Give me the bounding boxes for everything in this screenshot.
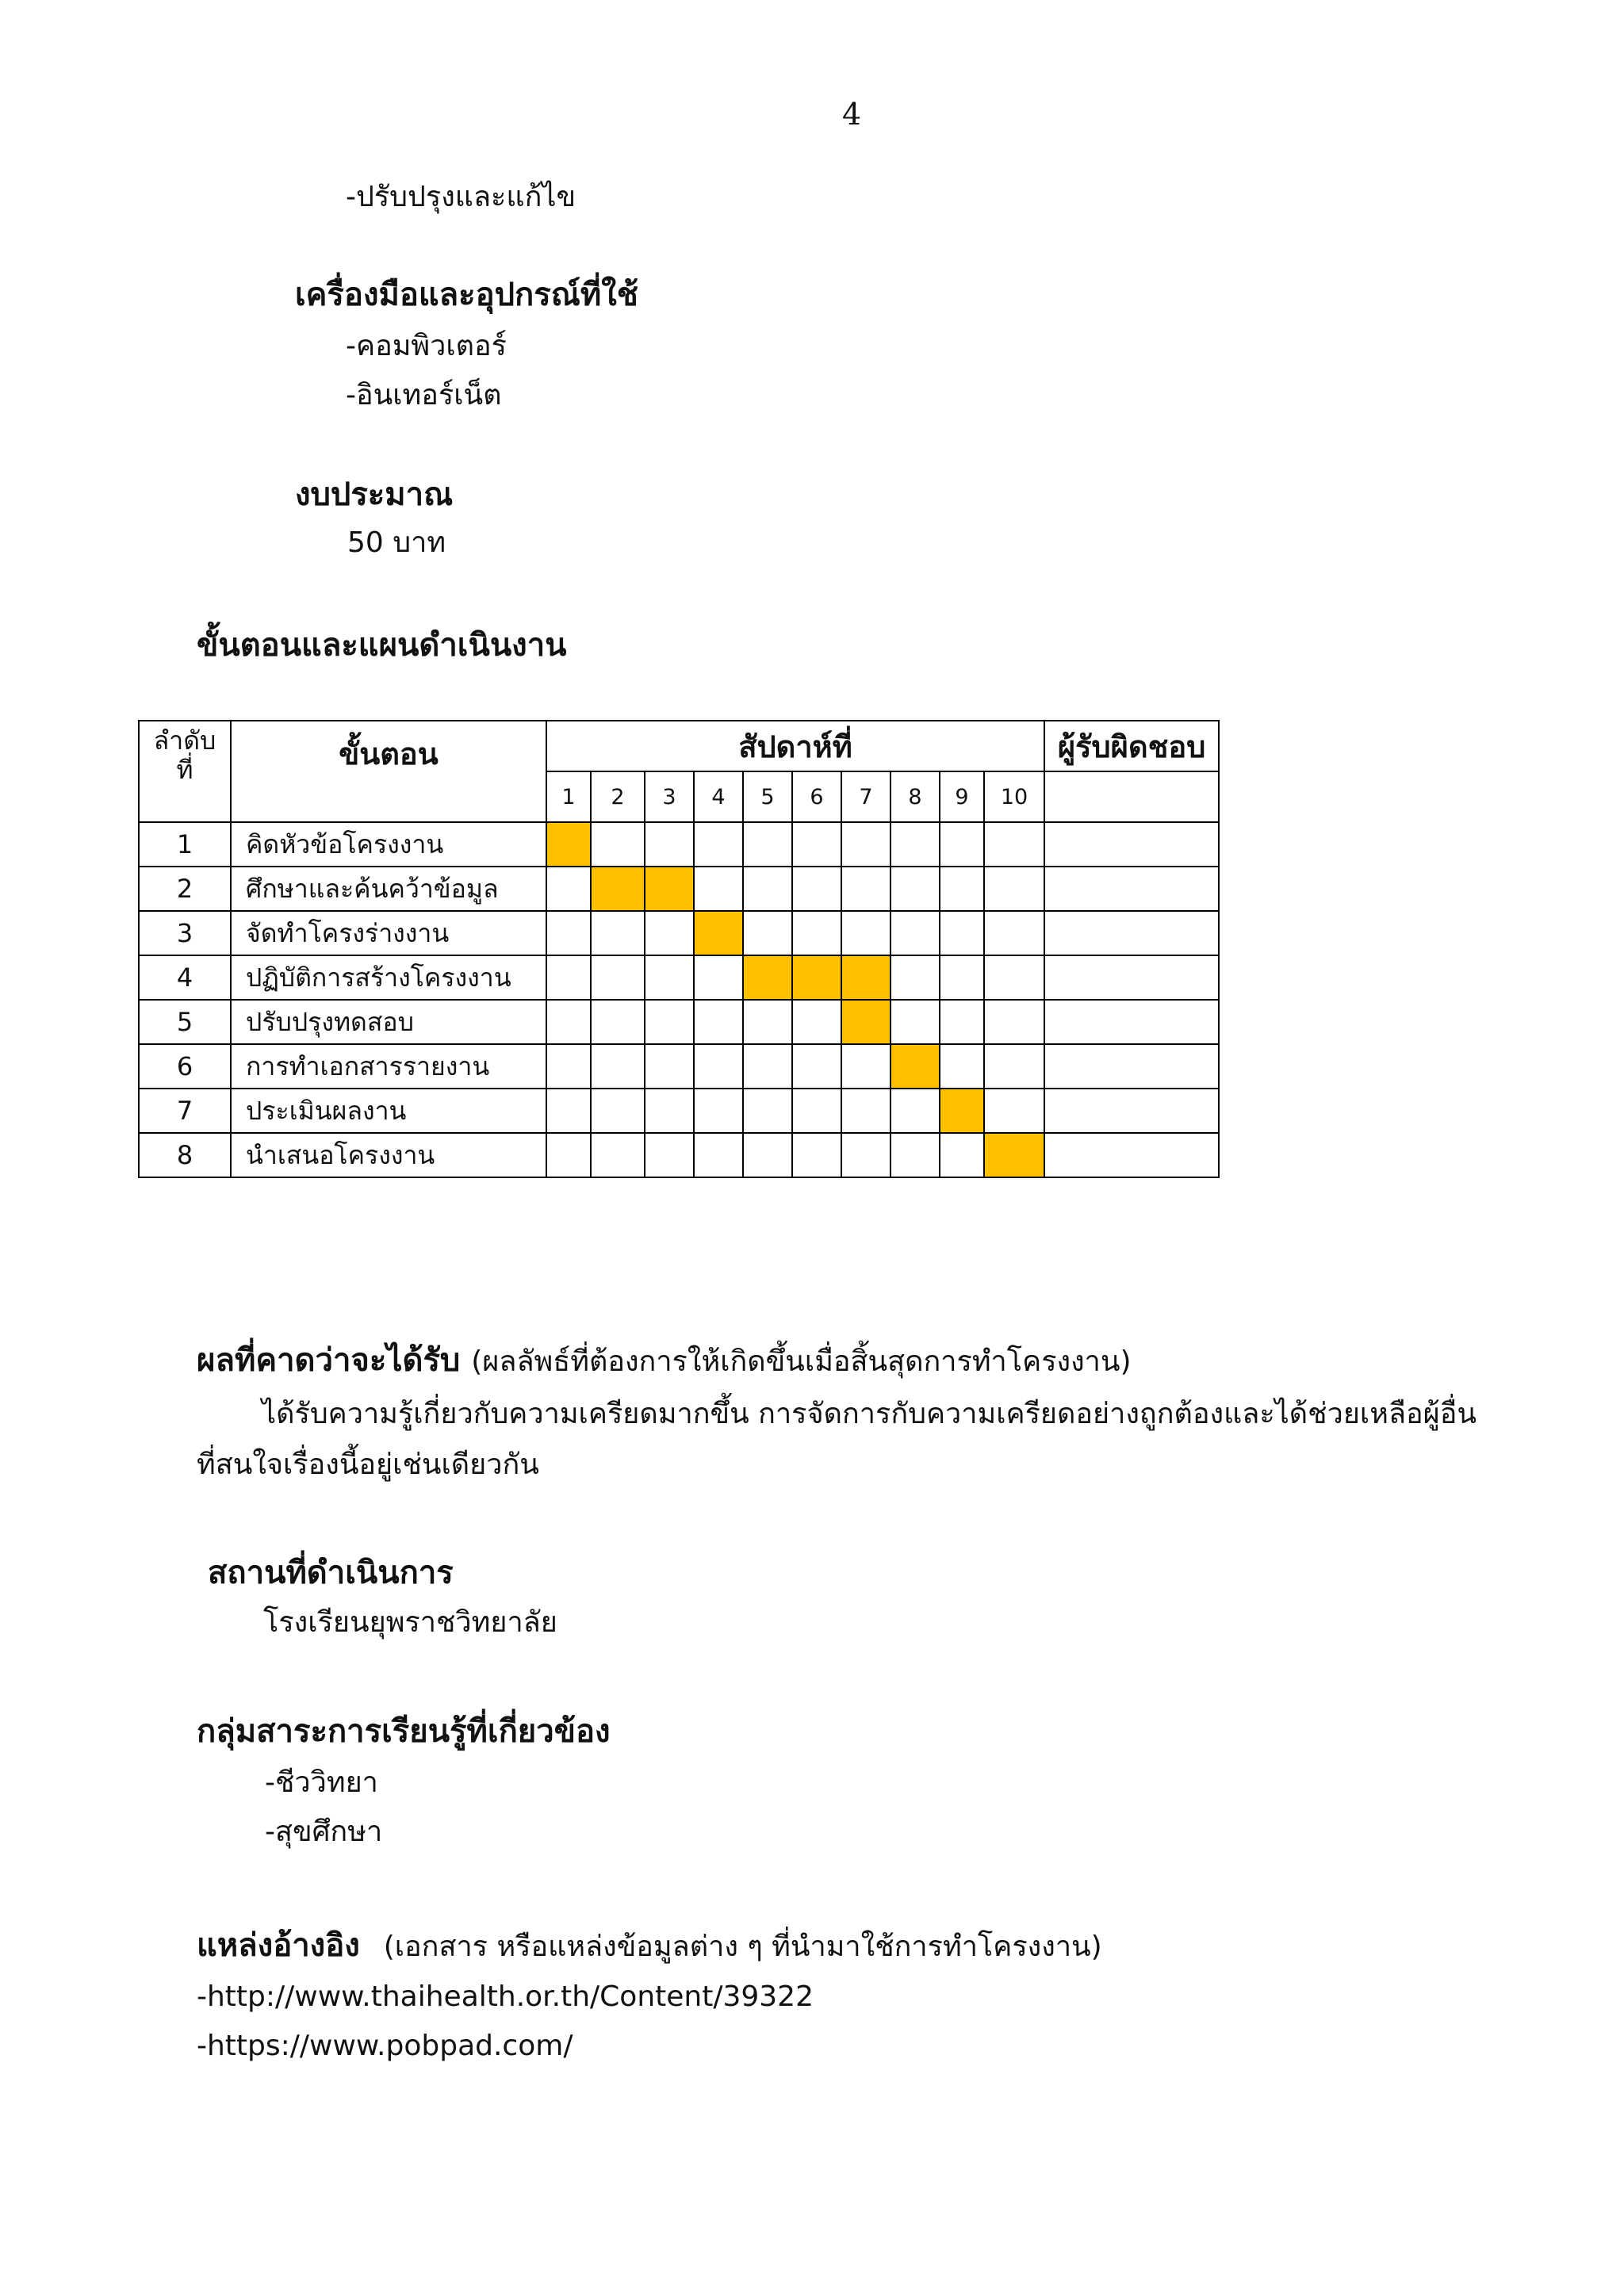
row-number: 8	[139, 1133, 231, 1177]
reference-link-1[interactable]: -http://www.thaihealth.or.th/Content/39322	[197, 1980, 814, 2013]
row-step: คิดหัวข้อโครงงาน	[231, 822, 546, 867]
schedule-cell-active	[792, 955, 841, 1000]
schedule-cell	[694, 955, 743, 1000]
schedule-cell-active	[841, 1000, 891, 1044]
schedule-cell	[792, 1089, 841, 1133]
schedule-cell	[841, 1133, 891, 1177]
tools-item-1: -คอมพิวเตอร์	[346, 330, 508, 362]
schedule-cell	[743, 1000, 792, 1044]
schedule-cell	[591, 1044, 645, 1089]
schedule-cell	[645, 822, 694, 867]
row-step: จัดทำโครงร่างงาน	[231, 911, 546, 955]
row-step: ปรับปรุงทดสอบ	[231, 1000, 546, 1044]
subjects-item-2: -สุขศึกษา	[265, 1816, 383, 1848]
schedule-cell	[694, 867, 743, 911]
schedule-cell	[891, 1000, 940, 1044]
tools-heading: เครื่องมือและอุปกรณ์ที่ใช้	[295, 277, 638, 313]
schedule-cell	[694, 1044, 743, 1089]
schedule-cell	[694, 1133, 743, 1177]
schedule-cell	[591, 911, 645, 955]
row-owner	[1044, 911, 1219, 955]
subjects-heading: กลุ่มสาระการเรียนรู้ที่เกี่ยวข้อง	[197, 1713, 611, 1750]
schedule-cell	[694, 1000, 743, 1044]
reference-link-2[interactable]: -https://www.pobpad.com/	[197, 2030, 573, 2062]
schedule-cell	[891, 955, 940, 1000]
week-number: 10	[984, 771, 1044, 822]
col-week-header: สัปดาห์ที่	[546, 721, 1044, 771]
schedule-cell	[546, 911, 591, 955]
schedule-cell-active	[546, 822, 591, 867]
plan-heading: ขั้นตอนและแผนดำเนินงาน	[197, 627, 567, 664]
row-owner	[1044, 1000, 1219, 1044]
row-step: การทำเอกสารรายงาน	[231, 1044, 546, 1089]
schedule-cell	[591, 955, 645, 1000]
schedule-cell	[891, 1133, 940, 1177]
schedule-cell	[940, 1044, 984, 1089]
schedule-cell	[645, 911, 694, 955]
tools-item-2: -อินเทอร์เน็ต	[346, 379, 502, 411]
row-owner	[1044, 955, 1219, 1000]
schedule-cell	[984, 955, 1044, 1000]
col-step-header: ขั้นตอน	[231, 721, 546, 822]
row-number: 7	[139, 1089, 231, 1133]
week-number: 2	[591, 771, 645, 822]
row-number: 3	[139, 911, 231, 955]
plan-row	[139, 1000, 1219, 1044]
schedule-cell	[591, 1133, 645, 1177]
schedule-cell	[694, 822, 743, 867]
col-owner-header: ผู้รับผิดชอบ	[1044, 721, 1219, 771]
schedule-cell	[984, 1000, 1044, 1044]
schedule-cell	[940, 1000, 984, 1044]
row-number: 2	[139, 867, 231, 911]
schedule-cell	[792, 911, 841, 955]
schedule-cell	[743, 867, 792, 911]
week-number: 8	[891, 771, 940, 822]
schedule-cell	[984, 822, 1044, 867]
schedule-cell	[591, 822, 645, 867]
schedule-cell	[743, 1044, 792, 1089]
schedule-cell	[645, 1044, 694, 1089]
row-number: 5	[139, 1000, 231, 1044]
plan-row	[139, 822, 1219, 867]
references-heading	[197, 1925, 1102, 1966]
schedule-cell-active	[891, 1044, 940, 1089]
schedule-cell	[546, 1000, 591, 1044]
schedule-cell	[792, 867, 841, 911]
expected-heading-label: ผลที่คาดว่าจะได้รับ	[197, 1342, 461, 1379]
schedule-cell	[792, 1000, 841, 1044]
row-owner	[1044, 1133, 1219, 1177]
schedule-cell	[940, 1133, 984, 1177]
plan-row	[139, 1089, 1219, 1133]
schedule-cell	[645, 1000, 694, 1044]
schedule-cell	[841, 1089, 891, 1133]
plan-table	[138, 720, 1220, 1178]
schedule-cell	[984, 1089, 1044, 1133]
schedule-cell-active	[743, 955, 792, 1000]
budget-value: 50 บาท	[347, 526, 446, 559]
row-owner	[1044, 1044, 1219, 1089]
plan-row	[139, 911, 1219, 955]
owner-header-cell	[1044, 771, 1219, 822]
schedule-cell	[792, 822, 841, 867]
schedule-cell	[891, 911, 940, 955]
schedule-cell	[940, 867, 984, 911]
week-number: 1	[546, 771, 591, 822]
schedule-cell	[743, 1133, 792, 1177]
schedule-cell	[743, 1089, 792, 1133]
week-number: 6	[792, 771, 841, 822]
schedule-cell-active	[591, 867, 645, 911]
row-number: 6	[139, 1044, 231, 1089]
schedule-cell	[940, 911, 984, 955]
schedule-cell	[546, 955, 591, 1000]
schedule-cell	[984, 867, 1044, 911]
plan-row	[139, 1044, 1219, 1089]
schedule-cell	[645, 955, 694, 1000]
plan-row	[139, 1133, 1219, 1177]
schedule-cell	[694, 1089, 743, 1133]
schedule-cell	[546, 1089, 591, 1133]
week-number: 5	[743, 771, 792, 822]
row-step: ศึกษาและค้นคว้าข้อมูล	[231, 867, 546, 911]
schedule-cell	[841, 867, 891, 911]
week-number: 7	[841, 771, 891, 822]
schedule-cell	[645, 1089, 694, 1133]
location-value: โรงเรียนยุพราชวิทยาลัย	[263, 1606, 557, 1639]
budget-heading: งบประมาณ	[295, 476, 454, 513]
schedule-cell	[792, 1044, 841, 1089]
expected-heading	[197, 1340, 1132, 1381]
row-step: นำเสนอโครงงาน	[231, 1133, 546, 1177]
schedule-cell	[841, 1044, 891, 1089]
row-owner	[1044, 1089, 1219, 1133]
schedule-cell	[546, 1044, 591, 1089]
schedule-cell	[984, 1044, 1044, 1089]
row-number: 4	[139, 955, 231, 1000]
plan-row	[139, 955, 1219, 1000]
schedule-cell-active	[841, 955, 891, 1000]
plan-row	[139, 867, 1219, 911]
schedule-cell	[984, 911, 1044, 955]
schedule-cell	[546, 867, 591, 911]
schedule-cell	[891, 867, 940, 911]
schedule-cell	[546, 1133, 591, 1177]
schedule-cell	[591, 1089, 645, 1133]
week-number: 9	[940, 771, 984, 822]
expected-body: ได้รับความรู้เกี่ยวกับความเครียดมากขึ้น การจัดการกับความเครียดอย่างถูกต้องและได้ช่วยเหลือผู้อื่นที่สนใจเรื่องนี้อยู่เช่นเดียวกัน	[197, 1398, 1477, 1481]
row-owner	[1044, 822, 1219, 867]
row-step: ปฏิบัติการสร้างโครงงาน	[231, 955, 546, 1000]
schedule-cell	[841, 822, 891, 867]
schedule-cell-active	[645, 867, 694, 911]
references-heading-note: (เอกสาร หรือแหล่งข้อมูลต่าง ๆ ที่นำมาใช้การทำโครงงาน)	[383, 1931, 1102, 1963]
week-number: 3	[645, 771, 694, 822]
top-item: -ปรับปรุงและแก้ไข	[346, 181, 576, 213]
col-seq-header: ลำดับ ที่	[139, 721, 231, 822]
row-step: ประเมินผลงาน	[231, 1089, 546, 1133]
row-number: 1	[139, 822, 231, 867]
schedule-cell	[891, 1089, 940, 1133]
schedule-cell	[891, 822, 940, 867]
subjects-item-1: -ชีววิทยา	[265, 1766, 378, 1799]
schedule-cell	[792, 1133, 841, 1177]
schedule-cell-active	[694, 911, 743, 955]
schedule-cell	[743, 911, 792, 955]
references-heading-label: แหล่งอ้างอิง	[197, 1927, 360, 1964]
row-owner	[1044, 867, 1219, 911]
schedule-cell	[743, 822, 792, 867]
schedule-cell-active	[984, 1133, 1044, 1177]
schedule-cell	[645, 1133, 694, 1177]
expected-heading-note: (ผลลัพธ์ที่ต้องการให้เกิดขึ้นเมื่อสิ้นสุดการทำโครงงาน)	[471, 1345, 1132, 1378]
schedule-cell	[841, 911, 891, 955]
page-number: 4	[842, 97, 862, 132]
location-heading: สถานที่ดำเนินการ	[208, 1555, 454, 1591]
schedule-cell	[591, 1000, 645, 1044]
schedule-cell	[940, 955, 984, 1000]
schedule-cell-active	[940, 1089, 984, 1133]
week-number: 4	[694, 771, 743, 822]
schedule-cell	[940, 822, 984, 867]
